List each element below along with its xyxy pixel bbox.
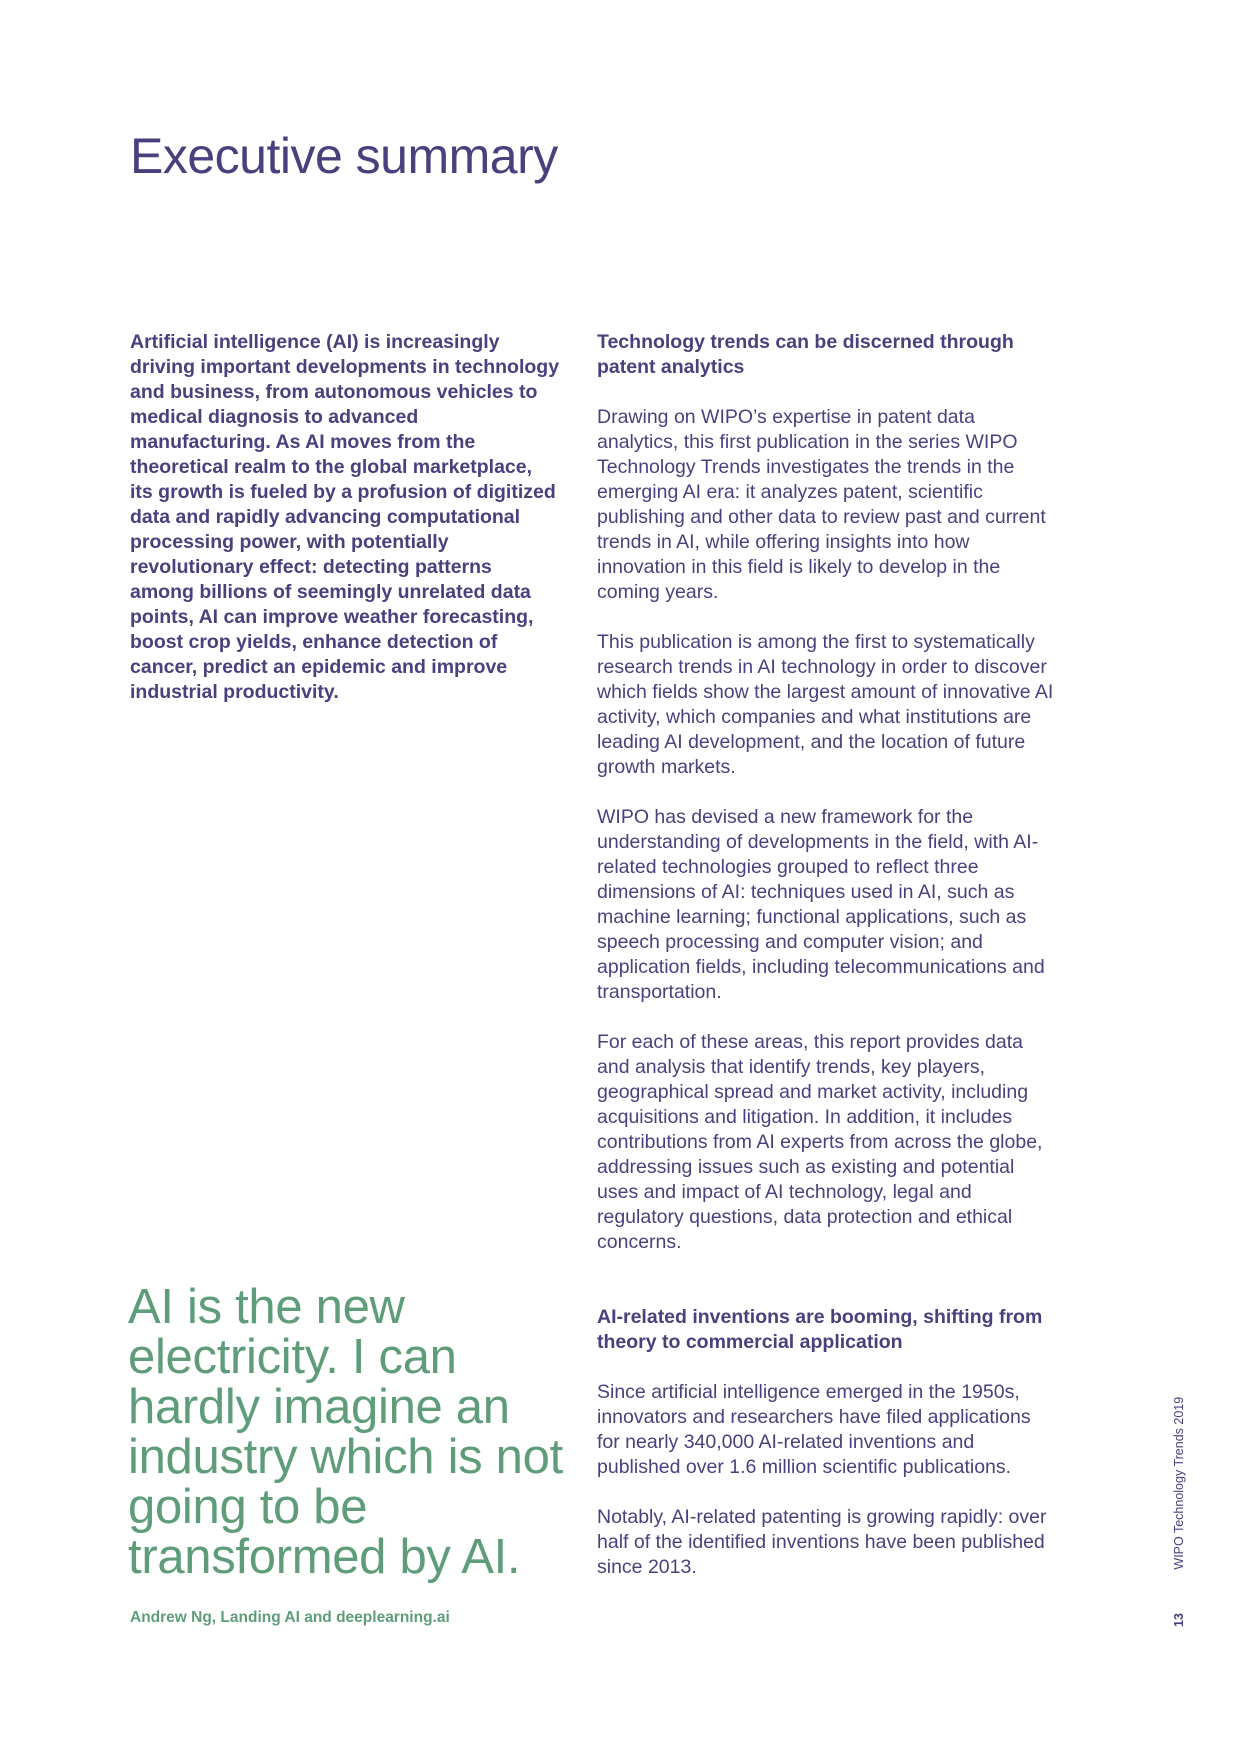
body-paragraph: For each of these areas, this report provides data and analysis that identify trends, key players, geographical spread and market activity, including acquisitions and litigation. In addition, it includes contributions from AI experts from across the globe, addressing issues such as existing and potential uses and impact of AI technology, legal and regulatory questions, data protection and ethical concerns. [597, 1031, 1043, 1253]
page-title: Executive summary [130, 128, 558, 184]
publication-title: WIPO Technology Trends 2019 [1172, 1396, 1186, 1570]
intro-paragraph: Artificial intelligence (AI) is increasingly driving important developments in technology and business, from autonomous vehicles to medical diagnosis to advanced manufacturing. As AI moves from the theoretical realm to the global marketplace, its growth is fueled by a profusion of digitized data and rapidly advancing computational processing power, with potentially revolutionary effect: detecting patterns among billions of seemingly unrelated data points, AI can improve weather forecasting, boost crop yields, enhance detection of cancer, predict an epidemic and improve industrial productivity. [130, 331, 560, 703]
section-heading-patent-analytics: Technology trends can be discerned through patent analytics [597, 331, 1014, 378]
body-paragraph: WIPO has devised a new framework for the understanding of developments in the field, with AI-related technologies grouped to reflect three dimensions of AI: techniques used in AI, such as machine learning; functional applications, such as speech processing and computer vision; and application fields, including telecommunications and transportation. [597, 806, 1045, 1003]
page-number: 13 [1172, 1613, 1186, 1627]
right-column [597, 330, 1057, 1580]
body-paragraph: Since artificial intelligence emerged in the 1950s, innovators and researchers have filed applications for nearly 340,000 AI-related inventions and published over 1.6 million scientific publications. [597, 1381, 1031, 1478]
body-paragraph: Drawing on WIPO’s expertise in patent data analytics, this first publication in the series WIPO Technology Trends investigates the trends in the emerging AI era: it analyzes patent, scientific publishing and other data to review past and current trends in AI, while offering insights into how innovation in this field is likely to develop in the coming years. [597, 406, 1046, 603]
pull-quote: AI is the new electricity. I can hardly imagine an industry which is not going to be transformed by AI. [128, 1280, 563, 1584]
body-paragraph: This publication is among the first to systematically research trends in AI technology in order to discover which fields show the largest amount of innovative AI activity, which companies and what institutions are leading AI development, and the location of future growth markets. [597, 631, 1054, 778]
section-heading-inventions-booming: AI-related inventions are booming, shifting from theory to commercial application [597, 1306, 1043, 1353]
body-paragraph: Notably, AI-related patenting is growing rapidly: over half of the identified inventions have been published since 2013. [597, 1506, 1047, 1578]
running-footer [1172, 1397, 1186, 1627]
quote-attribution: Andrew Ng, Landing AI and deeplearning.ai [130, 1609, 450, 1626]
